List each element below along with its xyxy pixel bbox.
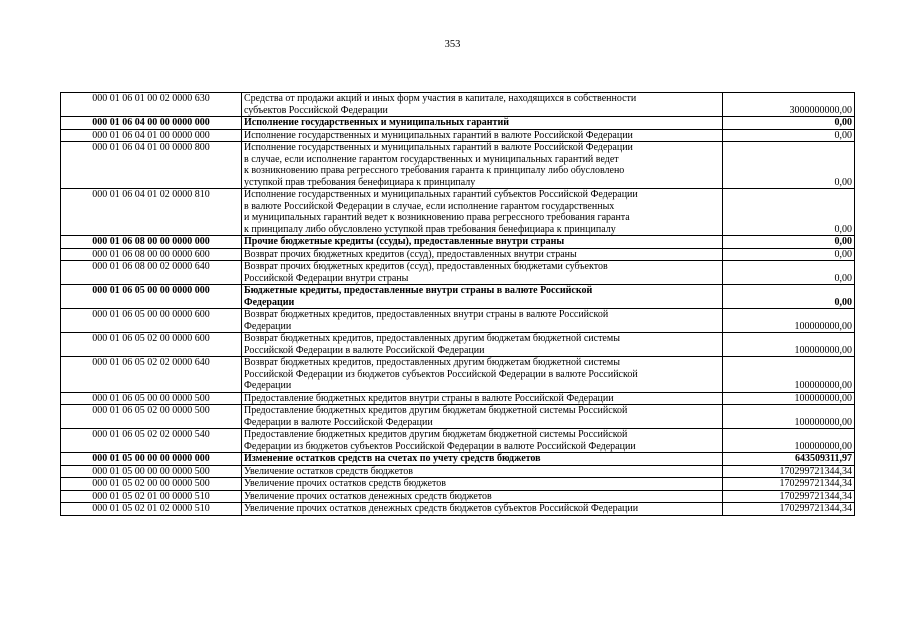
item-name-cell xyxy=(242,333,723,357)
amount-cell: 100000000,00 xyxy=(723,405,855,429)
item-name-cell xyxy=(242,129,723,142)
budget-code-cell: 000 01 06 04 00 00 0000 000 xyxy=(61,117,242,130)
table-row xyxy=(61,248,855,261)
budget-code-cell: 000 01 06 08 00 00 0000 000 xyxy=(61,236,242,249)
table-row xyxy=(61,392,855,405)
amount-cell: 170299721344,34 xyxy=(723,465,855,478)
item-name-cell xyxy=(242,261,723,285)
item-name-line: к возникновению права регрессного требования гаранта к принципалу либо обусловлено xyxy=(244,165,625,176)
item-name-cell xyxy=(242,142,723,189)
amount-cell: 170299721344,34 xyxy=(723,490,855,503)
item-name-line: Увеличение остатков средств бюджетов xyxy=(244,465,413,477)
amount-cell: 0,00 xyxy=(723,117,855,130)
budget-code-cell: 000 01 06 05 00 00 0000 600 xyxy=(61,309,242,333)
item-name-line: Российской Федерации из бюджетов субъектов Российской Федерации в валюте Российской xyxy=(244,368,638,380)
item-name-line: и муниципальных гарантий ведет к возникновению права регрессного требования гаранта xyxy=(244,212,630,223)
item-name-cell xyxy=(242,357,723,393)
item-name-line: Российской Федерации в валюте Российской Федерации xyxy=(244,344,485,356)
budget-code-cell: 000 01 06 05 02 00 0000 500 xyxy=(61,405,242,429)
item-name-line: Прочие бюджетные кредиты (ссуды), предоставленные внутри страны xyxy=(244,236,565,247)
item-name-line: Федерации из бюджетов субъектов Российской Федерации в валюте Российской Федерации xyxy=(244,440,636,452)
amount-cell: 0,00 xyxy=(723,261,855,285)
item-name-cell xyxy=(242,309,723,333)
table-row xyxy=(61,309,855,333)
budget-code-cell: 000 01 06 05 02 02 0000 540 xyxy=(61,429,242,453)
item-name-cell xyxy=(242,285,723,309)
item-name-cell xyxy=(242,465,723,478)
budget-code-cell: 000 01 06 05 02 00 0000 600 xyxy=(61,333,242,357)
table-row xyxy=(61,453,855,466)
item-name-line: Исполнение государственных и муниципальных гарантий в валюте Российской Федерации xyxy=(244,142,633,153)
budget-code-cell: 000 01 05 00 00 00 0000 000 xyxy=(61,453,242,466)
amount-cell: 170299721344,34 xyxy=(723,478,855,491)
budget-code-cell: 000 01 05 00 00 00 0000 500 xyxy=(61,465,242,478)
table-row xyxy=(61,478,855,491)
item-name-line: Предоставление бюджетных кредитов другим бюджетам бюджетной системы Российской xyxy=(244,429,628,440)
table-row xyxy=(61,129,855,142)
table-row xyxy=(61,503,855,516)
item-name-cell xyxy=(242,392,723,405)
item-name-line: Возврат бюджетных кредитов, предоставленных другим бюджетам бюджетной системы xyxy=(244,357,620,368)
item-name-cell xyxy=(242,453,723,466)
item-name-cell xyxy=(242,490,723,503)
amount-cell: 100000000,00 xyxy=(723,357,855,393)
amount-cell: 0,00 xyxy=(723,129,855,142)
item-name-line: в валюте Российской Федерации в случае, если исполнение гарантом государственных xyxy=(244,200,615,212)
budget-sources-table xyxy=(60,92,855,516)
budget-code-cell: 000 01 05 02 01 00 0000 510 xyxy=(61,490,242,503)
budget-code-cell: 000 01 06 05 00 00 0000 000 xyxy=(61,285,242,309)
amount-cell: 100000000,00 xyxy=(723,309,855,333)
budget-code-cell: 000 01 06 04 01 00 0000 800 xyxy=(61,142,242,189)
budget-code-cell: 000 01 06 04 01 00 0000 000 xyxy=(61,129,242,142)
item-name-cell xyxy=(242,93,723,117)
table-row xyxy=(61,117,855,130)
budget-code-cell: 000 01 06 08 00 02 0000 640 xyxy=(61,261,242,285)
item-name-line: Средства от продажи акций и иных форм участия в капитале, находящихся в собственности xyxy=(244,93,637,104)
item-name-cell xyxy=(242,405,723,429)
budget-code-cell: 000 01 06 08 00 00 0000 600 xyxy=(61,248,242,261)
amount-cell: 100000000,00 xyxy=(723,392,855,405)
table-row xyxy=(61,465,855,478)
item-name-line: в случае, если исполнение гарантом государственных и муниципальных гарантий ведет xyxy=(244,153,619,165)
page-number: 353 xyxy=(444,39,461,50)
item-name-line: Федерации xyxy=(244,320,292,332)
item-name-cell xyxy=(242,117,723,130)
amount-cell: 0,00 xyxy=(723,236,855,249)
item-name-line: Исполнение государственных и муниципальных гарантий в валюте Российской Федерации xyxy=(244,129,633,141)
item-name-cell xyxy=(242,503,723,516)
item-name-line: Возврат бюджетных кредитов, предоставленных внутри страны в валюте Российской xyxy=(244,309,609,320)
item-name-cell xyxy=(242,429,723,453)
amount-cell: 0,00 xyxy=(723,248,855,261)
item-name-line: Предоставление бюджетных кредитов другим бюджетам бюджетной системы Российской xyxy=(244,405,628,416)
item-name-line: Увеличение прочих остатков денежных средств бюджетов субъектов Российской Федерации xyxy=(244,503,639,514)
budget-code-cell: 000 01 06 04 01 02 0000 810 xyxy=(61,189,242,236)
item-name-line: Возврат прочих бюджетных кредитов (ссуд), предоставленных внутри страны xyxy=(244,248,577,260)
amount-cell: 100000000,00 xyxy=(723,429,855,453)
table-body xyxy=(61,93,855,516)
amount-cell: 0,00 xyxy=(723,142,855,189)
item-name-line: Предоставление бюджетных кредитов внутри страны в валюте Российской Федерации xyxy=(244,392,614,404)
budget-code-cell: 000 01 06 05 02 02 0000 640 xyxy=(61,357,242,393)
budget-code-cell: 000 01 06 05 00 00 0000 500 xyxy=(61,392,242,405)
item-name-line: Возврат бюджетных кредитов, предоставленных другим бюджетам бюджетной системы xyxy=(244,333,620,344)
item-name-cell xyxy=(242,236,723,249)
item-name-line: Возврат прочих бюджетных кредитов (ссуд), предоставленных бюджетами субъектов xyxy=(244,261,608,272)
table-row xyxy=(61,405,855,429)
item-name-line: Исполнение государственных и муниципальных гарантий субъектов Российской Федерации xyxy=(244,189,638,200)
table-row xyxy=(61,189,855,236)
budget-code-cell: 000 01 06 01 00 02 0000 630 xyxy=(61,93,242,117)
item-name-line: Федерации xyxy=(244,296,295,308)
table-row xyxy=(61,490,855,503)
item-name-cell xyxy=(242,248,723,261)
item-name-line: Увеличение прочих остатков средств бюджетов xyxy=(244,478,446,489)
table-row xyxy=(61,236,855,249)
amount-cell: 100000000,00 xyxy=(723,333,855,357)
item-name-line: Исполнение государственных и муниципальных гарантий xyxy=(244,117,509,128)
item-name-line: Изменение остатков средств на счетах по учету средств бюджетов xyxy=(244,453,541,464)
item-name-line: субъектов Российской Федерации xyxy=(244,104,388,116)
amount-cell: 0,00 xyxy=(723,189,855,236)
table-row xyxy=(61,261,855,285)
table-row xyxy=(61,429,855,453)
amount-cell: 643509311,97 xyxy=(723,453,855,466)
item-name-cell xyxy=(242,189,723,236)
item-name-cell xyxy=(242,478,723,491)
item-name-line: к принципалу либо обусловлено уступкой прав требования бенефициара к принципалу xyxy=(244,223,616,235)
item-name-line: Увеличение прочих остатков денежных средств бюджетов xyxy=(244,490,492,502)
amount-cell: 170299721344,34 xyxy=(723,503,855,516)
item-name-line: Федерации xyxy=(244,380,292,391)
item-name-line: Бюджетные кредиты, предоставленные внутри страны в валюте Российской xyxy=(244,285,593,296)
table-row xyxy=(61,357,855,393)
item-name-line: Федерации в валюте Российской Федерации xyxy=(244,416,433,428)
budget-code-cell: 000 01 05 02 01 02 0000 510 xyxy=(61,503,242,516)
table-row xyxy=(61,285,855,309)
table-row xyxy=(61,93,855,117)
item-name-line: Российской Федерации внутри страны xyxy=(244,272,409,284)
table-row xyxy=(61,333,855,357)
amount-cell: 3000000000,00 xyxy=(723,93,855,117)
item-name-line: уступкой прав требования бенефициара к принципалу xyxy=(244,176,476,188)
amount-cell: 0,00 xyxy=(723,285,855,309)
table-row xyxy=(61,142,855,189)
budget-code-cell: 000 01 05 02 00 00 0000 500 xyxy=(61,478,242,491)
